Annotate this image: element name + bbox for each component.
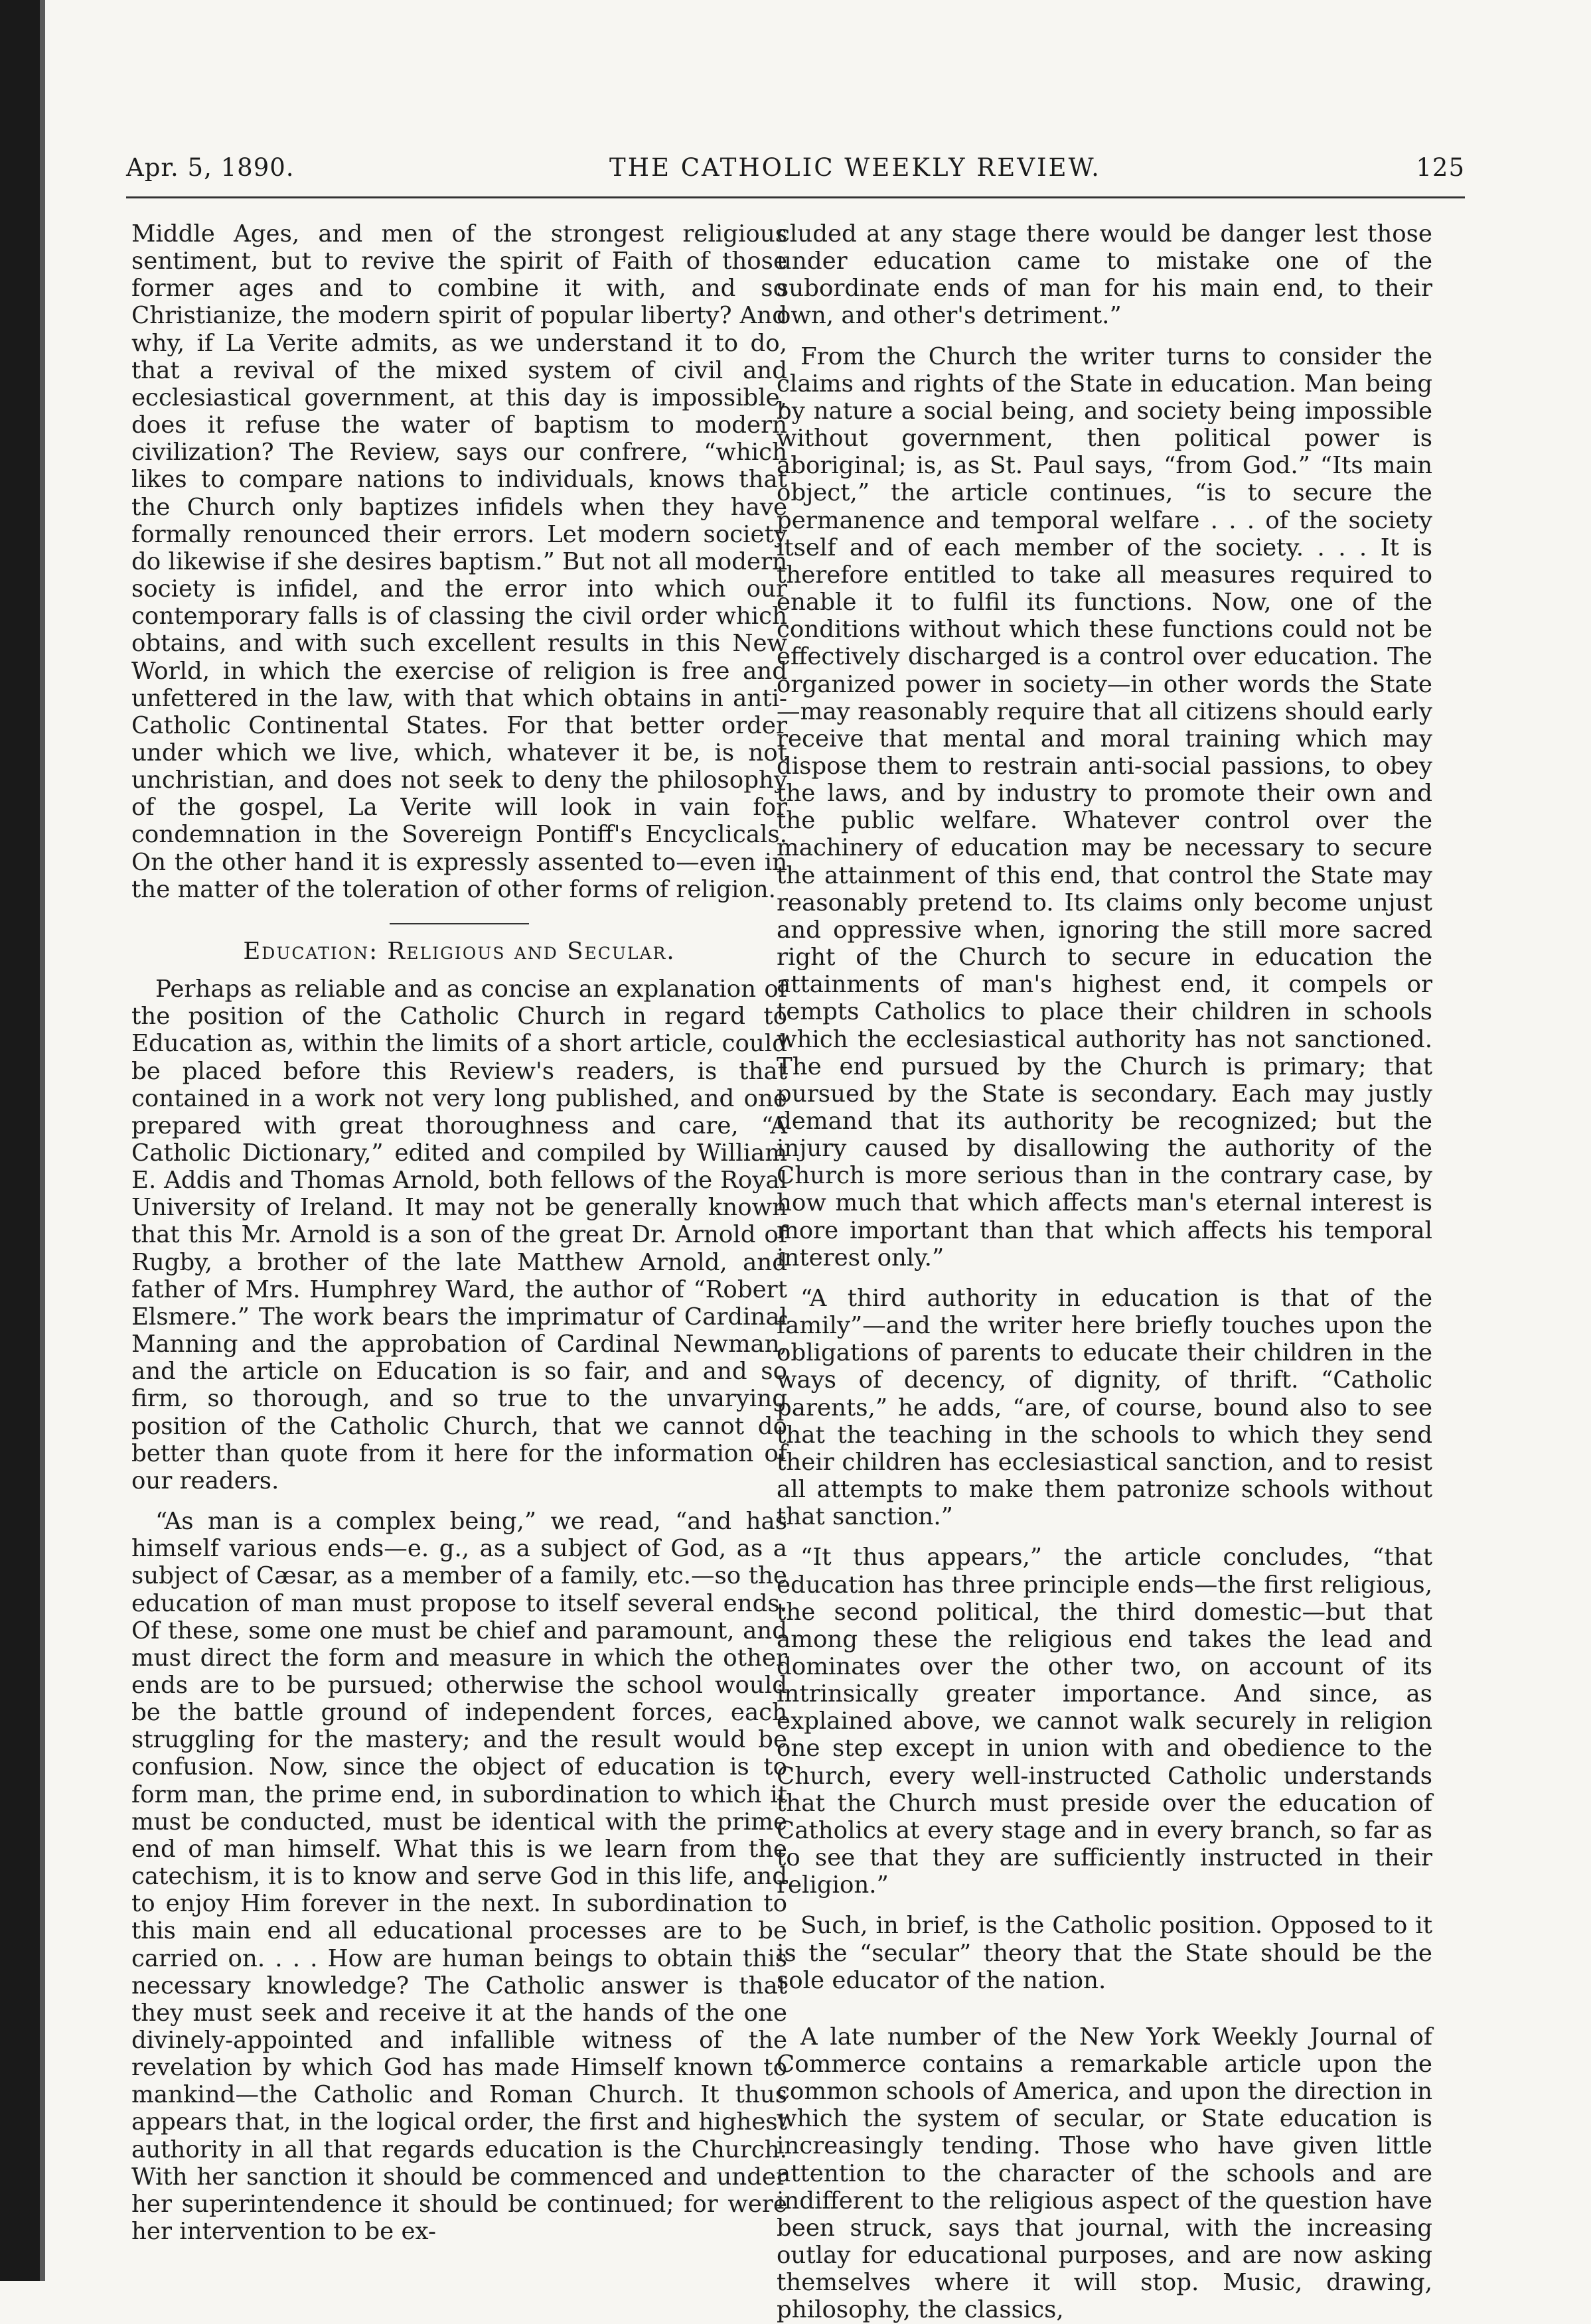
right-paragraph-4: “It thus appears,” the article concludes, “that education has three principle ends—the first religious, the second political, the third domestic—but that among these the religious end takes the lead and dominates over the other two, on account of its intrinsically greater importance. And since, as explained above, we cannot walk securely in religion one step except in union with and obedience to the Church, every well-instructed Catholic understands that the Church must preside over the education of Catholics at every stage and in every branch, so far as to see that they are sufficiently instructed in their religion.”	[777, 1544, 1432, 1899]
running-header	[126, 147, 1465, 187]
left-paragraph-3: “As man is a complex being,” we read, “and has himself various ends—e. g., as a subject of God, as a subject of Cæsar, as a member of a family, etc.—so the education of man must propose to itself several ends. Of these, some one must be chief and paramount, and must direct the form and measure in which the other ends are to be pursued; otherwise the school would be the battle ground of independent forces, each struggling for the mastery; and the result would be confusion. Now, since the object of education is to form man, the prime end, in subordination to which it must be conducted, must be identical with the prime end of man himself. What this is we learn from the catechism, it is to know and serve God in this life, and to enjoy Him forever in the next. In subordination to this main end all educational processes are to be carried on. . . . How are human beings to obtain this necessary knowledge? The Catholic answer is that they must seek and receive it at the hands of the one divinely-appointed and infallible witness of the revelation by which God has made Himself known to mankind—the Catholic and Roman Church. It thus appears that, in the logical order, the first and highest authority in all that regards education is the Church. With her sanction it should be commenced and under her superintendence it should be continued; for were her intervention to be ex-	[131, 1508, 787, 2246]
publication-title: THE CATHOLIC WEEKLY REVIEW.	[609, 153, 1101, 182]
binding-edge-shadow	[40, 0, 45, 2281]
section-title: Education: Religious and Secular.	[243, 937, 676, 965]
section-divider	[390, 923, 529, 924]
left-paragraph-2: Perhaps as reliable and as concise an explanation of the position of the Catholic Church in regard to Education as, within the limits of a short article, could be placed before this Review's readers, is that contained in a work not very long published, and one prepared with great thoroughness and care, “A Catholic Dictionary,” edited and compiled by William E. Addis and Thomas Arnold, both fellows of the Royal University of Ireland. It may not be generally known that this Mr. Arnold is a son of the great Dr. Arnold of Rugby, a brother of the late Matthew Arnold, and father of Mrs. Humphrey Ward, the author of “Robert Elsmere.” The work bears the imprimatur of Cardinal Manning and the approbation of Cardinal Newman, and the article on Education is so fair, and and so firm, so thorough, and so true to the unvarying position of the Catholic Church, that we cannot do better than quote from it here for the information of our readers.	[131, 976, 787, 1494]
binding-edge	[0, 0, 40, 2281]
page-number: 125	[1416, 153, 1465, 182]
left-paragraph-1: Middle Ages, and men of the strongest religious sentiment, but to revive the spirit of Faith of those former ages and to combine it with, and so Christianize, the modern spirit of popular liberty? And why, if La Verite admits, as we understand it to do, that a revival of the mixed system of civil and ecclesiastical government, at this day is impossible, does it refuse the water of baptism to modern civilization? The Review, says our confrere, “which likes to compare nations to individuals, knows that the Church only baptizes infidels when they have formally renounced their errors. Let modern society do likewise if she desires baptism.” But not all modern society is infidel, and the error into which our contemporary falls is of classing the civil order which obtains, and with such excellent results in this New World, in which the exercise of religion is free and unfettered in the law, with that which obtains in anti-Catholic Continental States. For that better order under which we live, which, whatever it be, is not unchristian, and does not seek to deny the philosophy of the gospel, La Verite will look in vain for condemnation in the Sovereign Pontiff's Encyclicals. On the other hand it is expressly assented to—even in the matter of the toleration of other forms of religion.	[131, 220, 787, 903]
issue-date: Apr. 5, 1890.	[126, 153, 295, 182]
right-paragraph-6: A late number of the New York Weekly Journal of Commerce contains a remarkable article upon the common schools of America, and upon the direction in which the system of secular, or State education is increasingly tending. Those who have given little attention to the character of the schools and are indifferent to the religious aspect of the question have been struck, says that journal, with the increasing outlay for educational purposes, and are now asking themselves where it will stop. Music, drawing, philosophy, the classics,	[777, 2023, 1432, 2324]
right-paragraph-2: From the Church the writer turns to consider the claims and rights of the State in education. Man being by nature a social being, and society being impossible without government, then political power is aboriginal; is, as St. Paul says, “from God.” “Its main object,” the article continues, “is to secure the permanence and temporal welfare . . . of the society itself and of each member of the society. . . . It is therefore entitled to take all measures required to enable it to fulfil its functions. Now, one of the conditions without which these functions could not be effectively discharged is a control over education. The organized power in society—in other words the State—may reasonably require that all citizens should early receive that mental and moral training which may dispose them to restrain anti-social passions, to obey the laws, and by industry to promote their own and the public welfare. Whatever control over the machinery of education may be necessary to secure the attainment of this end, that control the State may reasonably pretend to. Its claims only become unjust and oppressive when, ignoring the still more sacred right of the Church to secure in education the attainments of man's highest end, it compels or tempts Catholics to place their children in schools which the ecclesiastical authority has not sanctioned. The end pursued by the Church is primary; that pursued by the State is secondary. Each may justly demand that its authority be recognized; but the injury caused by disallowing the authority of the Church is more serious than in the contrary case, by how much that which affects man's eternal interest is more important than that which affects his temporal interest only.”	[777, 342, 1432, 1271]
right-paragraph-1: cluded at any stage there would be danger lest those under education came to mistake one of the subordinate ends of man for his main end, to their own, and other's detriment.”	[777, 220, 1432, 330]
right-paragraph-3: “A third authority in education is that of the family”—and the writer here briefly touches upon the obligations of parents to educate their children in the ways of decency, of dignity, of thrift. “Catholic parents,” he adds, “are, of course, bound also to see that the teaching in the schools to which they send their children has ecclesiastical sanction, and to resist all attempts to make them patronize schools without that sanction.”	[777, 1284, 1432, 1531]
right-paragraph-5: Such, in brief, is the Catholic position. Opposed to it is the “secular” theory that the State should be the sole educator of the nation.	[777, 1912, 1432, 1994]
right-column	[777, 220, 1432, 2324]
header-rule	[126, 196, 1465, 198]
left-column	[131, 220, 787, 2245]
